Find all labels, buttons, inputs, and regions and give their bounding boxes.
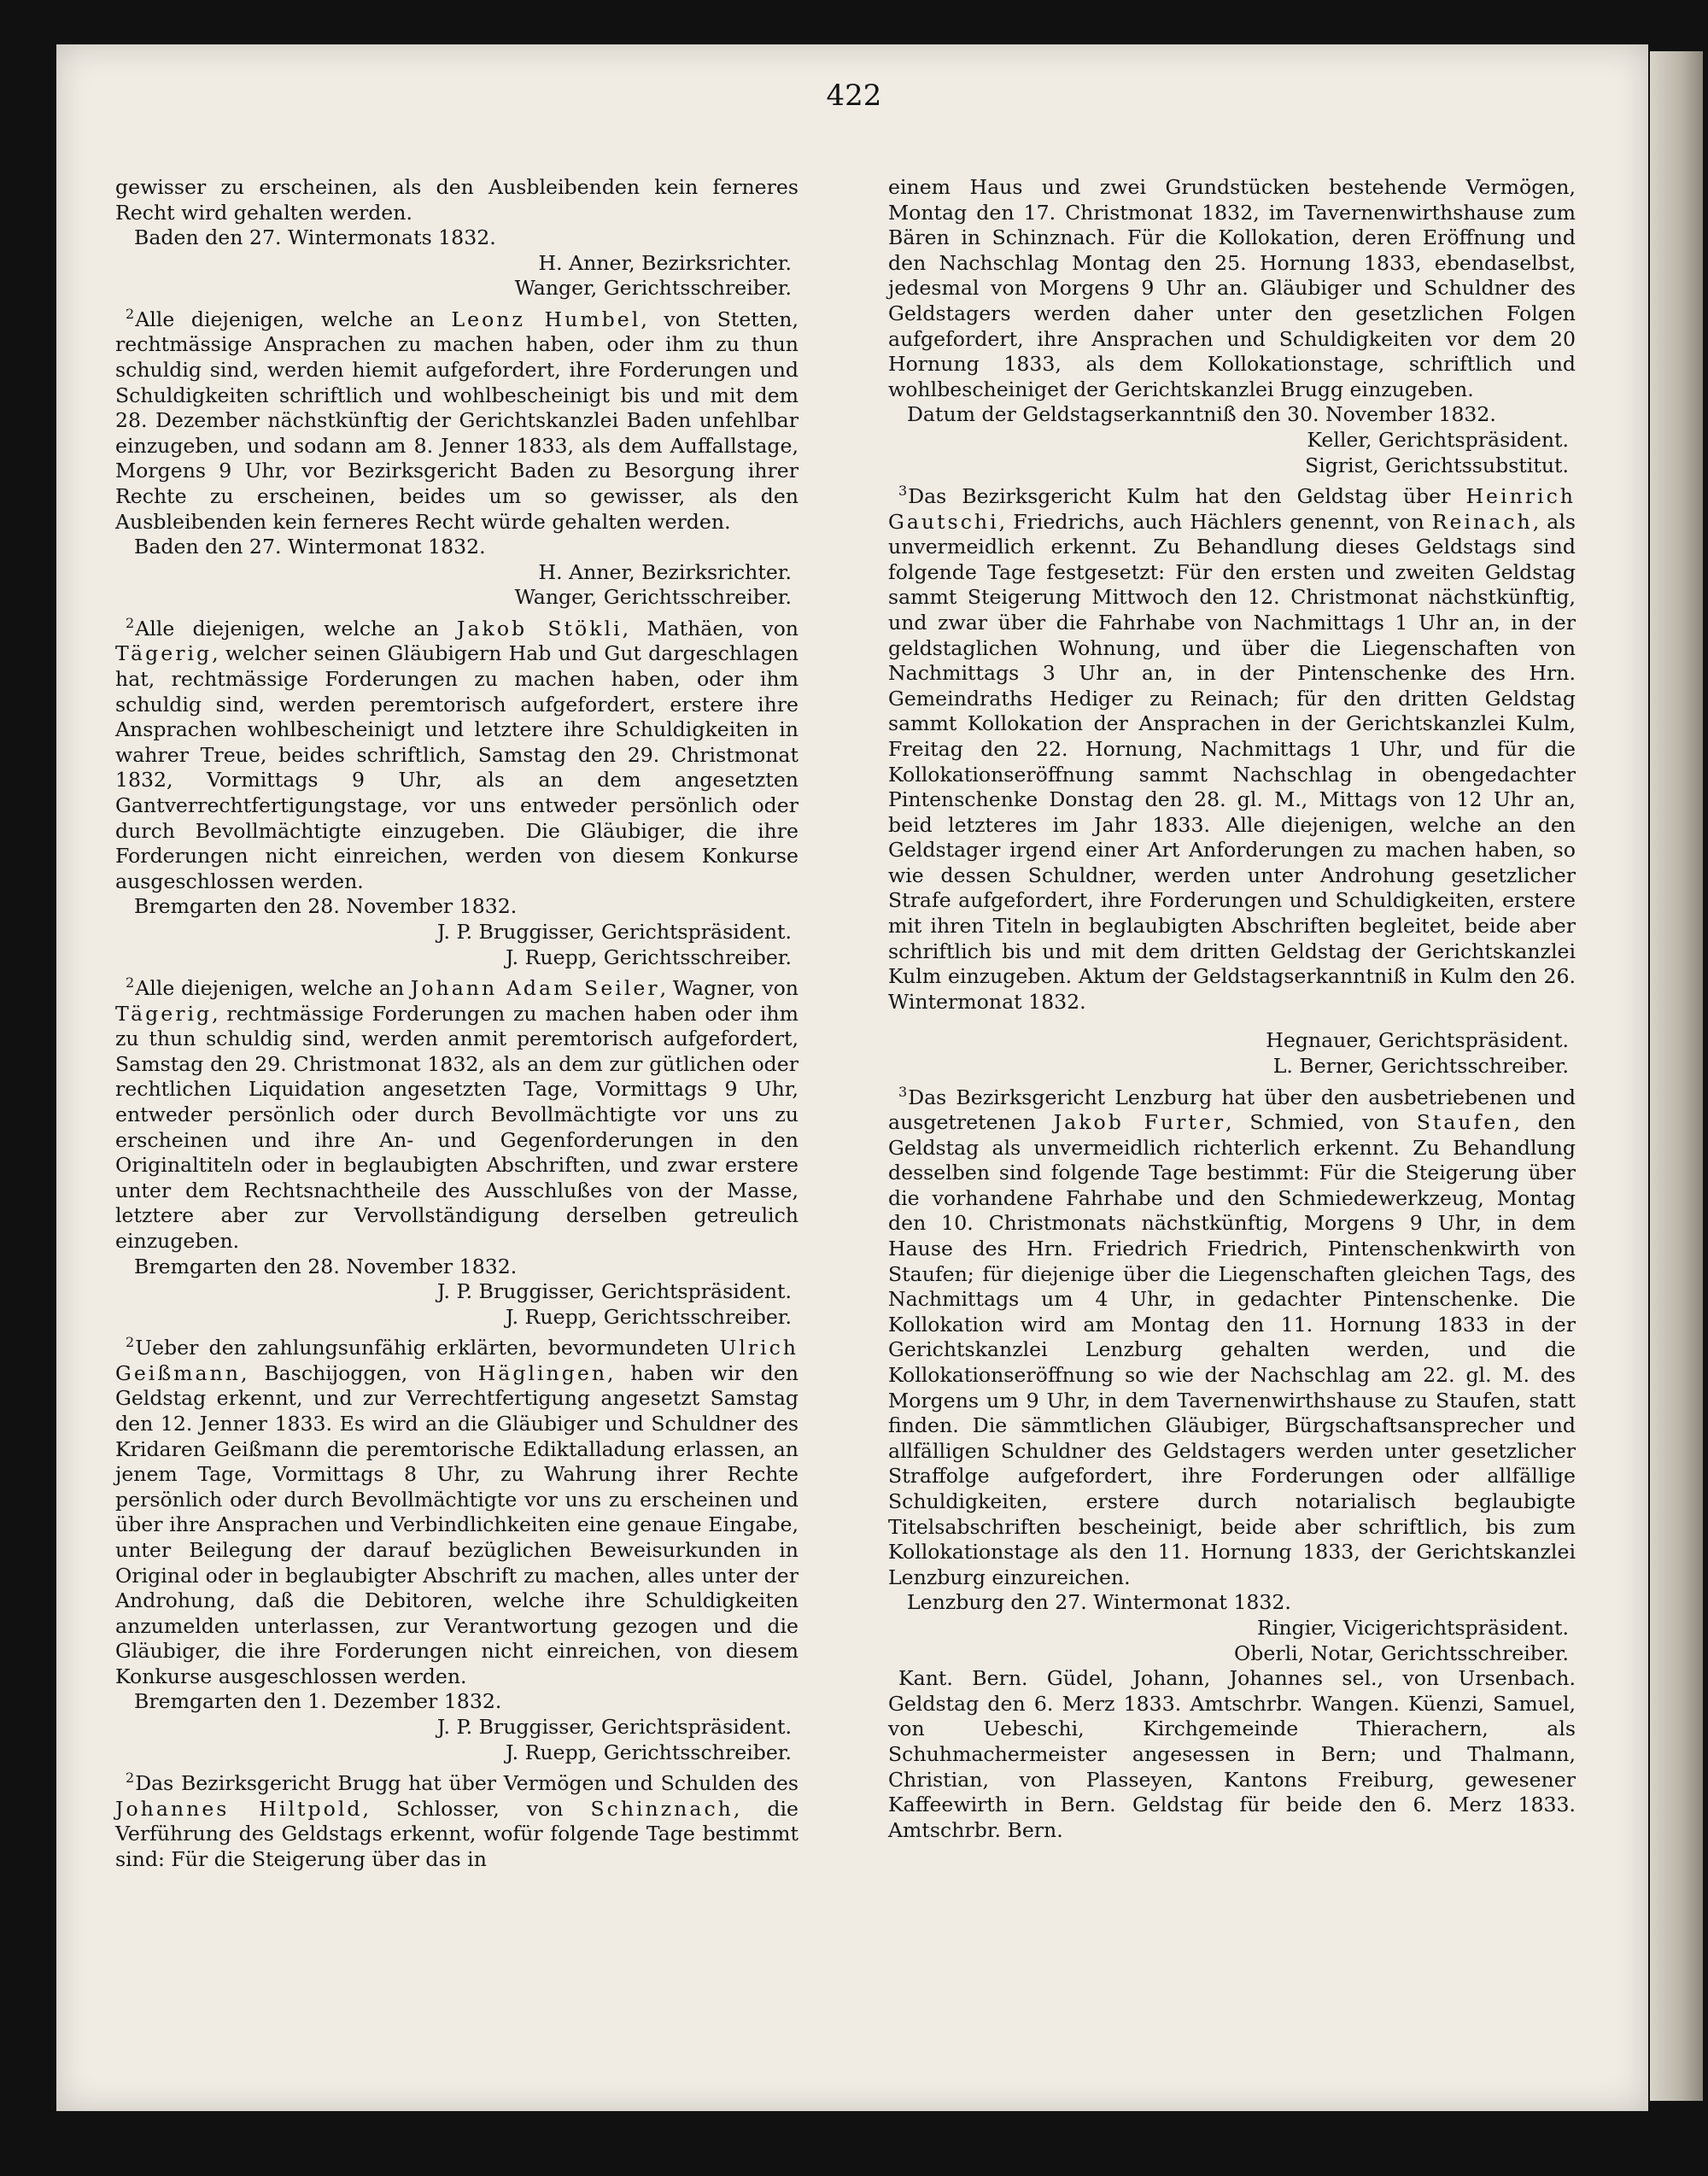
notice-3-name: Jakob Stökli [457,616,623,641]
notice-8-number: 3 [898,1083,908,1100]
notice-8-text [888,1079,1576,1591]
notice-8-signature-2: Oberli, Notar, Gerichtsschreiber. [1233,1641,1569,1665]
notice-6-continuation: einem Haus und zwei Grundstücken bestehende Vermögen, Montag den 17. Christmonat 1832, im Tavernenwirthshause zum Bären in Schinznach. Für die Kollokation, deren Eröffnung und den Nachschlag Montag den 25. Hornung 1833, ebendaselbst, jedesmal von Morgens 9 Uhr an. Gläubiger und Schuldner des Geldstagers werden daher unter den gesetzlichen Folgen aufgefordert, ihre Ansprachen und Schuldigkeiten vor dem 20 Hornung 1833, als dem Kollokationstage, schriftlich und wohlbescheiniget der Gerichtskanzlei Brugg einzugeben. [888,175,1576,401]
notice-5-part-a: Ueber den zahlungsunfähig erklärten, bevormundeten [135,1336,720,1360]
notice-6-number: 2 [126,1769,135,1787]
notice-7-place: Reinach [1431,509,1533,534]
notice-4-name: Johann Adam Seiler [410,975,660,1000]
notice-5-number: 2 [126,1334,135,1351]
notice-4-place: Tägerig [115,1001,213,1026]
notice-9-text: Kant. Bern. Güdel, Johann, Johannes sel., von Ursenbach. Geldstag den 6. Merz 1833. Amtschrbr. Wangen. Küenzi, Samuel, von Uebeschi, Kirchgemeinde Thierachern, als Schuhmachermeister angesessen in Bern; und Thalmann, Christian, von Plasseyen, Kantons Freiburg, gewesener Kaffeewirth in Bern. Geldstag für beide den 6. Merz 1833. Amtschrbr. Bern. [888,1666,1576,1842]
notice-2-text [115,301,798,535]
notice-4-text [115,970,798,1254]
notice-4-part-b: , Wagner, von [659,975,798,1000]
notice-1-text: gewisser zu erscheinen, als den Ausbleibenden kein ferneres Recht wird gehalten werden. [115,175,798,225]
notice-5-place: Häglingen [477,1360,608,1385]
notice-6-part-c: , die Verführung des Geldstags erkennt, wofür folgende Tage bestimmt sind: Für die Steigerung über das in [115,1796,798,1871]
notice-1-date: Baden den 27. Wintermonats 1832. [134,225,496,250]
notice-6-text [115,1765,798,1872]
notice-3-text [115,611,798,894]
notice-4-part-c: , rechtmässige Forderungen zu machen haben oder ihm zu thun schuldig sind, werden anmit peremtorisch aufgefordert, Samstag den 29. Christmonat 1832, als an dem zur gütlichen oder rechtlichen Liquidation angesetzten Tage, Vormittags 9 Uhr, entweder persönlich oder durch Bevollmächtigte vor uns zu erscheinen und ihre An- und Gegenforderungen in den Originaltiteln oder in beglaubigten Abschriften, und zwar erstere unter dem Rechtsnachtheile des Ausschlußes von der Masse, letztere aber zur Vervollständigung derselben getreulich einzugeben. [115,1001,798,1253]
notice-6-signature-2: Sigrist, Gerichtssubstitut. [1304,453,1569,477]
next-page-edge [1650,51,1703,2101]
notice-2-signature-2: Wanger, Gerichtsschreiber. [514,585,792,610]
notice-7-part-a: Das Bezirksgericht Kulm hat den Geldstag über [908,483,1466,508]
notice-7-number: 3 [898,483,908,500]
left-column [115,175,798,1872]
notice-2-part-b: , von Stetten, rechtmässige Ansprachen zu machen haben, oder ihm zu thun schuldig sind, werden hiemit aufgefordert, ihre Forderungen und Schuldigkeiten schriftlich und wohlbescheinigt bis und mit dem 28. Dezember nächstkünftig der Gerichtskanzlei Baden unfehlbar einzugeben, und sodann am 8. Jenner 1833, als dem Auffallstage, Morgens 9 Uhr, vor Bezirksgericht Baden zu Besorgung ihrer Rechte zu erscheinen, beides um so gewisser, als den Ausbleibenden kein ferneres Recht würde gehalten werden. [115,307,798,534]
notice-7-name: Heinrich Gautschi [888,483,1576,534]
notice-5-signature-1: J. P. Bruggisser, Gerichtspräsident. [436,1715,792,1740]
notice-1-signature-2: Wanger, Gerichtsschreiber. [514,276,792,301]
notice-5-text [115,1330,798,1689]
notice-5-date: Bremgarten den 1. Dezember 1832. [134,1689,502,1714]
notice-7-signature-1: Hegnauer, Gerichtspräsident. [1266,1028,1569,1053]
notice-2-number: 2 [126,305,135,322]
notice-4-part-a: Alle diejenigen, welche an [135,975,411,1000]
notice-6-place: Schinznach [590,1796,734,1821]
notice-2-signature-1: H. Anner, Bezirksrichter. [538,559,792,584]
notice-7-signature-2: L. Berner, Gerichtsschreiber. [1272,1054,1569,1079]
notice-3-part-a: Alle diejenigen, welche an [135,616,458,641]
right-column [888,175,1576,1843]
notice-6-part-b: , Schlosser, von [362,1796,591,1821]
notice-7-part-b: , Friedrichs, auch Hächlers genennt, von [998,509,1432,534]
notice-6-signature-1: Keller, Gerichtspräsident. [1307,427,1569,452]
notice-6-name: Johannes Hiltpold [115,1796,363,1821]
notice-2-name: Leonz Humbel [451,307,641,331]
notice-8-part-a: Das Bezirksgericht Lenzburg hat über den ausbetriebenen und ausgetretenen [888,1085,1576,1135]
notice-8-signature-1: Ringier, Vicigerichtspräsident. [1257,1615,1569,1640]
notice-5-part-c: , haben wir den Geldstag erkennt, und zur Verrechtfertigung angesetzt Samstag den 12. Jenner 1833. Es wird an die Gläubiger und Schuldner des Kridaren Geißmann die peremtorische Ediktalladung erlassen, an jenem Tage, Vormittags 8 Uhr, zu Wahrung ihrer Rechte persönlich oder durch Bevollmächtigte vor uns zu erscheinen und über ihre Ansprachen und Verbindlichkeiten eine genaue Eingabe, unter Beilegung der darauf bezüglichen Beweisurkunden in Original oder in beglaubigter Abschrift zu machen, alles unter der Androhung, daß die Debitoren, welche ihre Schuldigkeiten anzumelden unterlassen, zur Verantwortung gezogen und die Gläubiger, die ihre Forderungen nicht einreichen, von diesem Konkurse ausgeschlossen werden. [115,1360,798,1688]
notice-8-part-c: , den Geldstag als unvermeidlich richterlich erkennt. Zu Behandlung desselben sind folgende Tage bestimmt: Für die Steigerung über die vorhandene Fahrhabe und den Schmiedewerkzeug, Montag den 10. Christmonats nächstkünftig, Morgens 9 Uhr, in dem Hause des Hrn. Friedrich Friedrich, Pintenschenkwirth von Staufen; für diejenige über die Liegenschaften gleichen Tags, des Nachmittags um 4 Uhr, in gedachter Pintenschenke. Die Kollokation wird am Montag den 11. Hornung 1833 in der Gerichtskanzlei Lenzburg gehalten werden, und die Kollokationseröffnung so wie der Nachschlag am 22. gl. M. des Morgens um 9 Uhr, in dem Tavernenwirthshause zu Staufen, statt finden. Die sämmtlichen Gläubiger, Bürgschaftsansprecher und allfälligen Schuldner des Geldstagers werden unter gesetzlicher Straffolge aufgefordert, ihre Forderungen oder allfällige Schuldigkeiten, erstere durch notarialisch beglaubigte Titelsabschriften bescheinigt, beide aber schriftlich, bis zum Kollokationstage als den 11. Hornung 1833, der Gerichtskanzlei Lenzburg einzureichen. [888,1110,1576,1589]
notice-8-place: Staufen [1416,1110,1514,1135]
notice-3-number: 2 [126,614,135,631]
notice-3-part-c: , welcher seinen Gläubigern Hab und Gut dargeschlagen hat, rechtmässige Forderungen zu machen haben, oder ihm schuldig sind, werden peremtorisch aufgefordert, erstere ihre Ansprachen wohlbescheinigt und letztere ihre Schuldigkeiten in wahrer Treue, beides schriftlich, Samstag den 29. Christmonat 1832, Vormittags 9 Uhr, als an dem angesetzten Gantverrechtfertigungstage, vor uns entweder persönlich oder durch Bevollmächtigte einzugeben. Die Gläubiger, die ihre Forderungen nicht einreichen, werden von diesem Konkurse ausgeschlossen werden. [115,641,798,893]
notice-7-text [888,478,1576,1015]
notice-3-signature-2: J. Ruepp, Gerichtsschreiber. [506,945,792,969]
notice-7-part-c: , als unvermeidlich erkennt. Zu Behandlung dieses Geldstags sind folgende Tage festgesetzt: Für den ersten und zweiten Geldstag sammt Steigerung Mittwoch den 12. Christmonat nächstkünftig, und zwar über die Fahrhabe von Nachmittags 1 Uhr an, in der geldstaglichen Wohnung, und über die Liegenschaften von Nachmittags 3 Uhr an, in der Pintenschenke des Hrn. Gemeindraths Hediger zu Reinach; für den dritten Geldstag sammt Kollokation der Ansprachen in der Gerichtskanzlei Kulm, Freitag den 22. Hornung, Nachmittags 1 Uhr, und für die Kollokationseröffnung sammt Nachschlag in obengedachter Pintenschenke Donstag den 28. gl. M., Mittags von 12 Uhr an, beid letzteres im Jahr 1833. Alle diejenigen, welche an den Geldstager irgend einer Art Anforderungen zu machen haben, so wie dessen Schuldner, werden unter Androhung gesetzlicher Strafe aufgefordert, ihre Forderungen und Schuldigkeiten, erstere mit ihren Titeln in beglaubigten Abschriften begleitet, beide aber schriftlich bis und mit dem dritten Geldstag der Gerichtskanzlei Kulm einzugeben. Aktum der Geldstagserkanntniß in Kulm den 26. Wintermonat 1832. [888,509,1576,1014]
notice-1-signature-1: H. Anner, Bezirksrichter. [538,250,792,275]
notice-5-signature-2: J. Ruepp, Gerichtsschreiber. [506,1740,792,1764]
notice-5-part-b: , Baschijoggen, von [240,1360,478,1385]
notice-2-date: Baden den 27. Wintermonat 1832. [134,535,486,559]
notice-6-date: Datum der Geldstagserkanntniß den 30. November 1832. [907,402,1496,427]
page-number: 422 [826,79,882,113]
notice-6-part-a: Das Bezirksgericht Brugg hat über Vermögen und Schulden des [135,1771,798,1796]
notice-8-date: Lenzburg den 27. Wintermonat 1832. [907,1590,1291,1615]
notice-3-date: Bremgarten den 28. November 1832. [134,894,518,919]
notice-3-part-b: , Mathäen, von [622,616,798,641]
notice-5-name: Ulrich Geißmann [115,1336,798,1385]
notice-3-place: Tägerig [115,641,213,666]
notice-8-part-b: , Schmied, von [1225,1110,1417,1135]
notice-8-name: Jakob Furter [1053,1110,1226,1135]
notice-3-signature-1: J. P. Bruggisser, Gerichtspräsident. [436,919,792,944]
notice-4-signature-2: J. Ruepp, Gerichtsschreiber. [506,1304,792,1329]
notice-4-date: Bremgarten den 28. November 1832. [134,1254,518,1278]
notice-2-part-a: Alle diejenigen, welche an [135,307,452,331]
notice-4-signature-1: J. P. Bruggisser, Gerichtspräsident. [436,1279,792,1304]
notice-4-number: 2 [126,974,135,991]
